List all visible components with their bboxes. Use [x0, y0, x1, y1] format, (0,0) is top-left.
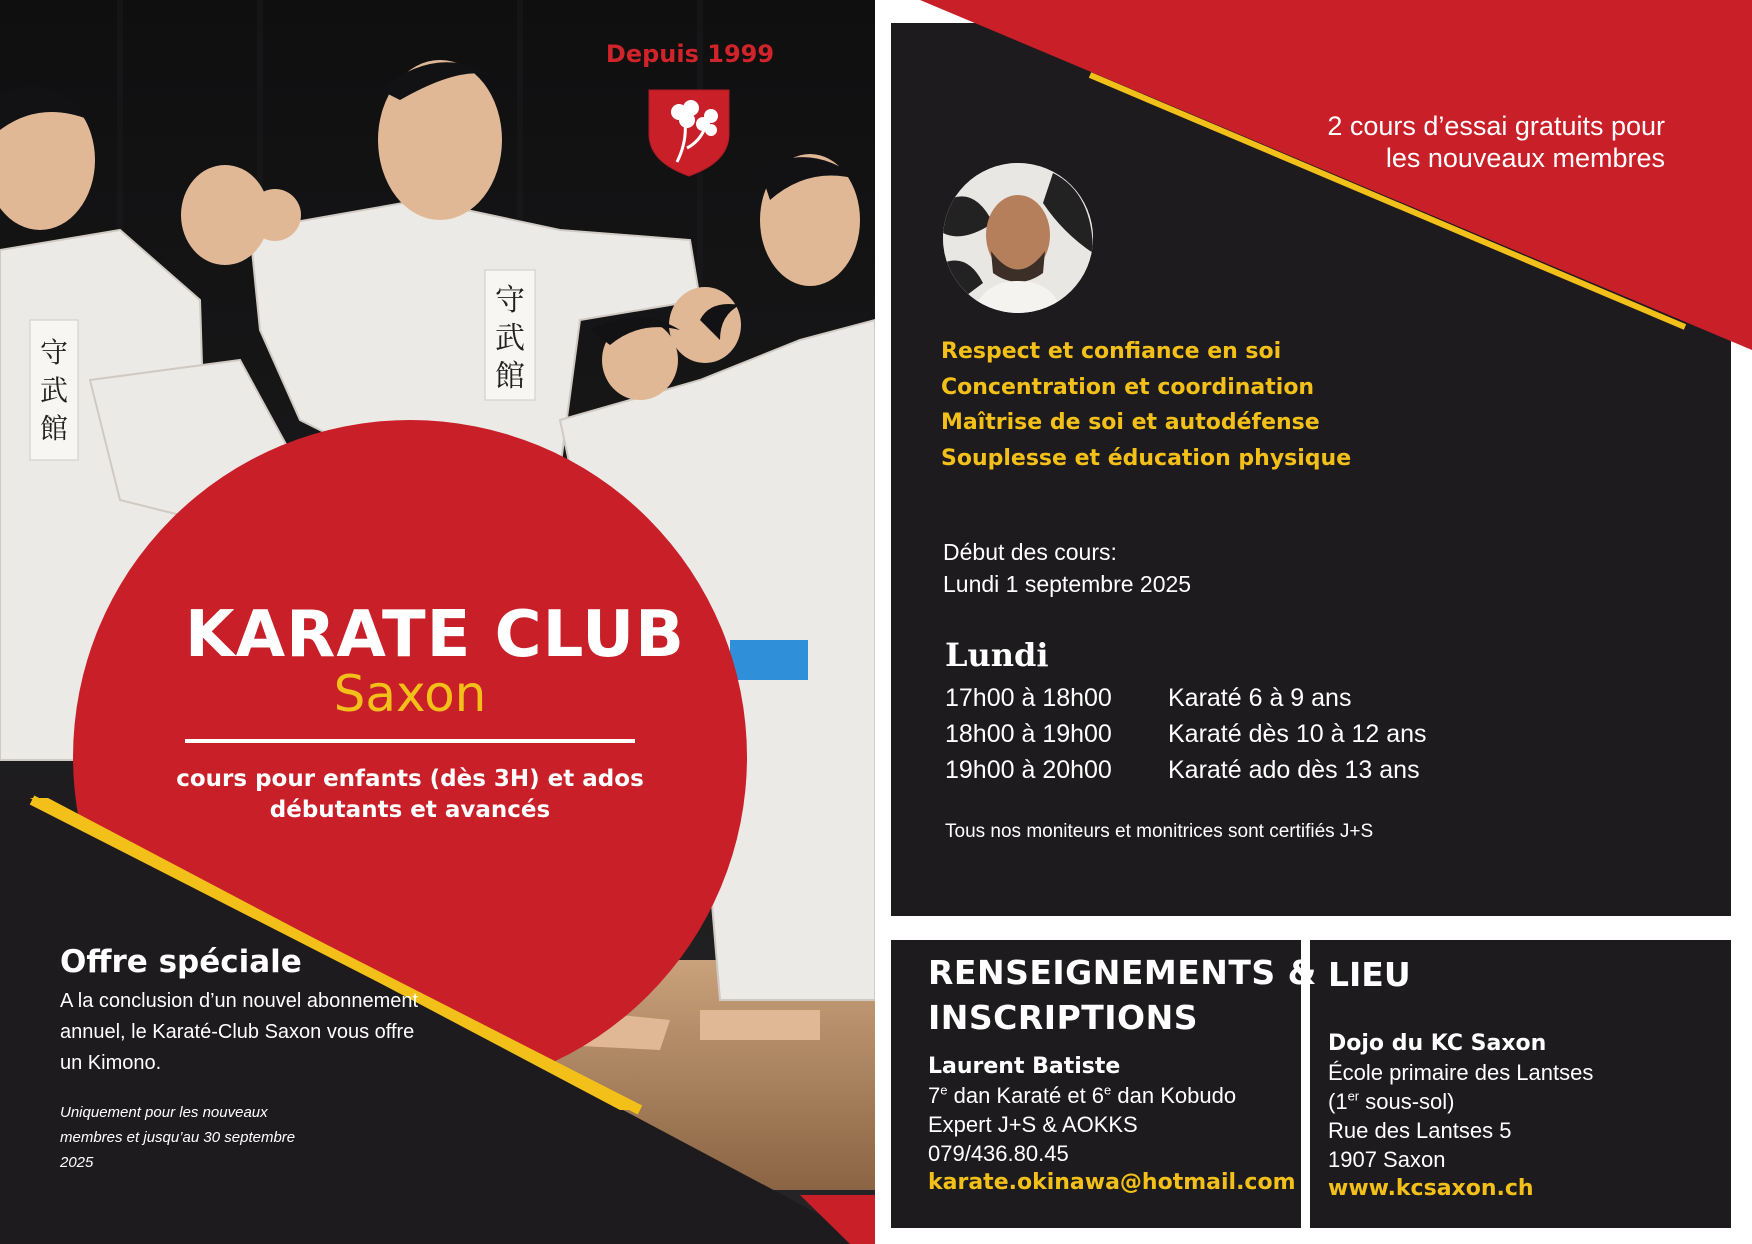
contact-expert: Expert J+S & AOKKS: [928, 1112, 1138, 1137]
svg-text:館: 館: [39, 412, 69, 445]
flyer-front-page: [0, 0, 875, 1244]
website-link[interactable]: www.kcsaxon.ch: [1328, 1176, 1534, 1201]
svg-text:武: 武: [39, 374, 69, 407]
trial-offer: 2 cours d’essai gratuits pour les nouveaux membres: [1327, 111, 1665, 173]
club-title: KARATE CLUB: [185, 598, 685, 672]
contact-details: [928, 1052, 1296, 1197]
contact-email-link[interactable]: karate.okinawa@hotmail.com: [928, 1170, 1296, 1195]
certification-note: Tous nos moniteurs et monitrices sont certifiés J+S: [945, 821, 1374, 842]
schedule-time: 18h00 à 19h00: [945, 720, 1112, 748]
offer-title: Offre spéciale: [60, 944, 302, 980]
flyer-back-page: [875, 0, 1752, 1244]
offer-note: Uniquement pour les nouveaux membres et jusqu’au 30 septembre 2025: [60, 1104, 296, 1171]
location-name: Dojo du KC Saxon: [1328, 1031, 1547, 1056]
floor-superscript: er: [1347, 1088, 1360, 1104]
location-floor: [1328, 1087, 1593, 1116]
location-street: Rue des Lantses 5: [1328, 1118, 1512, 1143]
since-label: Depuis 1999: [605, 40, 775, 68]
svg-text:守: 守: [495, 283, 525, 318]
schedule-class: Karaté 6 à 9 ans: [1168, 684, 1352, 712]
club-description: cours pour enfants (dès 3H) et ados débutants et avancés: [176, 766, 644, 823]
floor-number: (1: [1328, 1089, 1348, 1114]
offer-text: A la conclusion d’un nouvel abonnement annuel, le Karaté-Club Saxon vous offre un Kimono.: [60, 990, 419, 1074]
svg-text:守: 守: [39, 336, 69, 369]
course-start: [943, 536, 1191, 600]
schedule-table: [945, 680, 1427, 788]
schedule-time: 19h00 à 20h00: [945, 756, 1112, 784]
location-city: 1907 Saxon: [1328, 1147, 1446, 1172]
club-subtitle: Saxon: [333, 665, 487, 723]
grade-superscript: e: [1104, 1082, 1112, 1098]
schedule-row: [945, 680, 1427, 716]
contact-title-line: RENSEIGNEMENTS &: [928, 953, 1317, 992]
schedule-row: [945, 716, 1427, 752]
location-title: LIEU: [1328, 955, 1411, 994]
contact-title: [928, 950, 1317, 1040]
contact-title-line: INSCRIPTIONS: [928, 998, 1198, 1037]
schedule-time: 17h00 à 18h00: [945, 684, 1112, 712]
svg-text:武: 武: [495, 321, 525, 356]
benefits-list: [941, 334, 1351, 476]
grade-text: dan Karaté et 6: [947, 1083, 1105, 1108]
location-school: École primaire des Lantses: [1328, 1060, 1594, 1085]
benefit-item: Respect et confiance en soi: [941, 339, 1282, 364]
grade-number: 7: [928, 1083, 941, 1108]
benefit-item: Concentration et coordination: [941, 374, 1315, 400]
benefit-item: Maîtrise de soi et autodéfense: [941, 410, 1320, 435]
schedule-class: Karaté dès 10 à 12 ans: [1168, 720, 1427, 748]
contact-grade: [928, 1081, 1296, 1110]
grade-text: dan Kobudo: [1111, 1083, 1237, 1108]
grade-superscript: e: [940, 1082, 948, 1098]
start-date: Lundi 1 septembre 2025: [943, 571, 1192, 597]
schedule-row: [945, 752, 1427, 788]
title-divider: [185, 739, 635, 743]
location-details: [1328, 1029, 1593, 1203]
benefit-item: Souplesse et éducation physique: [941, 445, 1352, 471]
schedule-day: Lundi: [945, 636, 1049, 674]
floor-text: sous-sol): [1359, 1089, 1455, 1114]
start-label: Début des cours:: [943, 539, 1117, 565]
shield-clover-icon: [647, 86, 731, 178]
contact-phone[interactable]: 079/436.80.45: [928, 1141, 1069, 1166]
contact-name: Laurent Batiste: [928, 1054, 1121, 1079]
schedule-class: Karaté ado dès 13 ans: [1168, 756, 1420, 784]
instructor-portrait: [943, 163, 1093, 313]
svg-text:館: 館: [495, 359, 525, 394]
